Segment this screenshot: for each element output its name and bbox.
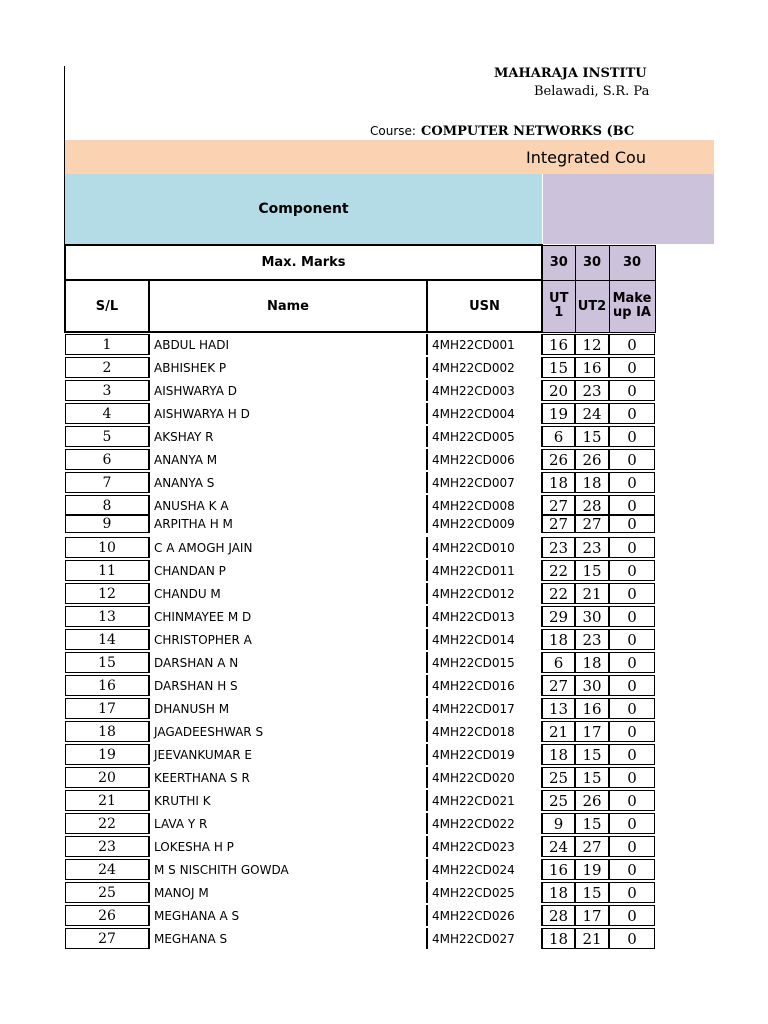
row-makeup: 0 bbox=[609, 928, 655, 949]
row-ut2: 15 bbox=[575, 813, 609, 834]
row-name: AISHWARYA H D bbox=[149, 403, 427, 424]
row-name: AISHWARYA D bbox=[149, 380, 427, 401]
row-makeup: 0 bbox=[609, 859, 655, 880]
row-usn: 4MH22CD005 bbox=[427, 426, 542, 447]
row-sl: 24 bbox=[65, 859, 149, 880]
row-sl: 2 bbox=[65, 357, 149, 378]
component-marks-header bbox=[543, 174, 714, 244]
row-ut2: 19 bbox=[575, 859, 609, 880]
row-makeup: 0 bbox=[609, 537, 655, 558]
row-ut1: 21 bbox=[542, 721, 575, 742]
row-ut2: 30 bbox=[575, 675, 609, 696]
row-makeup: 0 bbox=[609, 698, 655, 719]
row-name: AKSHAY R bbox=[149, 426, 427, 447]
row-name: MANOJ M bbox=[149, 882, 427, 903]
row-ut2: 21 bbox=[575, 583, 609, 604]
table-row bbox=[0, 813, 660, 834]
row-usn: 4MH22CD024 bbox=[427, 859, 542, 880]
row-ut2: 15 bbox=[575, 426, 609, 447]
row-makeup: 0 bbox=[609, 813, 655, 834]
row-name: DHANUSH M bbox=[149, 698, 427, 719]
row-usn: 4MH22CD020 bbox=[427, 767, 542, 788]
row-ut2: 26 bbox=[575, 449, 609, 470]
row-ut1: 18 bbox=[542, 629, 575, 650]
table-row bbox=[0, 698, 660, 719]
table-row bbox=[0, 606, 660, 627]
row-makeup: 0 bbox=[609, 767, 655, 788]
row-makeup: 0 bbox=[609, 472, 655, 493]
row-makeup: 0 bbox=[609, 675, 655, 696]
table-row bbox=[0, 472, 660, 493]
component-label: Component bbox=[258, 201, 349, 217]
row-usn: 4MH22CD009 bbox=[427, 514, 542, 533]
row-usn: 4MH22CD023 bbox=[427, 836, 542, 857]
row-name: CHANDU M bbox=[149, 583, 427, 604]
row-name: ANANYA M bbox=[149, 449, 427, 470]
row-usn: 4MH22CD018 bbox=[427, 721, 542, 742]
row-usn: 4MH22CD022 bbox=[427, 813, 542, 834]
row-ut2: 16 bbox=[575, 357, 609, 378]
row-usn: 4MH22CD010 bbox=[427, 537, 542, 558]
table-row bbox=[0, 560, 660, 581]
row-sl: 13 bbox=[65, 606, 149, 627]
row-ut2: 15 bbox=[575, 767, 609, 788]
max-marks-makeup: 30 bbox=[609, 245, 655, 280]
row-makeup: 0 bbox=[609, 583, 655, 604]
row-makeup: 0 bbox=[609, 514, 655, 533]
row-makeup: 0 bbox=[609, 905, 655, 926]
row-ut1: 26 bbox=[542, 449, 575, 470]
table-row bbox=[0, 882, 660, 903]
row-sl: 17 bbox=[65, 698, 149, 719]
table-row bbox=[0, 790, 660, 811]
row-ut1: 25 bbox=[542, 790, 575, 811]
row-ut2: 17 bbox=[575, 721, 609, 742]
max-marks-ut1: 30 bbox=[542, 245, 575, 280]
row-ut1: 15 bbox=[542, 357, 575, 378]
row-sl: 25 bbox=[65, 882, 149, 903]
row-name: JEEVANKUMAR E bbox=[149, 744, 427, 765]
row-ut2: 23 bbox=[575, 537, 609, 558]
row-ut1: 29 bbox=[542, 606, 575, 627]
table-row bbox=[0, 583, 660, 604]
row-name: ARPITHA H M bbox=[149, 514, 427, 533]
row-usn: 4MH22CD004 bbox=[427, 403, 542, 424]
row-makeup: 0 bbox=[609, 357, 655, 378]
row-makeup: 0 bbox=[609, 629, 655, 650]
row-makeup: 0 bbox=[609, 334, 655, 355]
row-ut1: 18 bbox=[542, 472, 575, 493]
row-ut2: 16 bbox=[575, 698, 609, 719]
row-ut1: 9 bbox=[542, 813, 575, 834]
row-sl: 8 bbox=[65, 495, 149, 516]
row-ut2: 26 bbox=[575, 790, 609, 811]
header-makeup: Make up IA bbox=[609, 280, 655, 332]
row-name: ANANYA S bbox=[149, 472, 427, 493]
table-row bbox=[0, 652, 660, 673]
header-ut2: UT2 bbox=[575, 280, 609, 332]
max-marks-ut2: 30 bbox=[575, 245, 609, 280]
row-ut1: 18 bbox=[542, 928, 575, 949]
row-ut2: 23 bbox=[575, 380, 609, 401]
course-name: COMPUTER NETWORKS (BC bbox=[421, 124, 635, 139]
row-ut1: 25 bbox=[542, 767, 575, 788]
row-ut1: 23 bbox=[542, 537, 575, 558]
row-sl: 22 bbox=[65, 813, 149, 834]
row-ut2: 27 bbox=[575, 836, 609, 857]
table-row bbox=[0, 859, 660, 880]
row-usn: 4MH22CD012 bbox=[427, 583, 542, 604]
row-ut1: 18 bbox=[542, 744, 575, 765]
row-makeup: 0 bbox=[609, 606, 655, 627]
table-row bbox=[0, 629, 660, 650]
row-sl: 12 bbox=[65, 583, 149, 604]
row-makeup: 0 bbox=[609, 882, 655, 903]
max-marks-label: Max. Marks bbox=[65, 245, 542, 280]
row-ut2: 18 bbox=[575, 652, 609, 673]
header-name: Name bbox=[149, 280, 427, 332]
row-usn: 4MH22CD019 bbox=[427, 744, 542, 765]
course-label: Course: bbox=[370, 124, 416, 138]
table-row bbox=[0, 537, 660, 558]
row-sl: 23 bbox=[65, 836, 149, 857]
row-usn: 4MH22CD017 bbox=[427, 698, 542, 719]
row-name: JAGADEESHWAR S bbox=[149, 721, 427, 742]
row-sl: 1 bbox=[65, 334, 149, 355]
row-name: ANUSHA K A bbox=[149, 495, 427, 516]
row-ut1: 28 bbox=[542, 905, 575, 926]
header-ut1: UT 1 bbox=[542, 280, 575, 332]
table-row bbox=[0, 767, 660, 788]
row-usn: 4MH22CD011 bbox=[427, 560, 542, 581]
row-sl: 15 bbox=[65, 652, 149, 673]
row-usn: 4MH22CD016 bbox=[427, 675, 542, 696]
row-usn: 4MH22CD001 bbox=[427, 334, 542, 355]
row-ut1: 19 bbox=[542, 403, 575, 424]
row-makeup: 0 bbox=[609, 836, 655, 857]
row-ut2: 15 bbox=[575, 882, 609, 903]
row-ut2: 15 bbox=[575, 560, 609, 581]
table-row bbox=[0, 426, 660, 447]
row-ut1: 27 bbox=[542, 514, 575, 533]
table-row bbox=[0, 449, 660, 470]
row-usn: 4MH22CD006 bbox=[427, 449, 542, 470]
row-sl: 6 bbox=[65, 449, 149, 470]
row-sl: 27 bbox=[65, 928, 149, 949]
row-sl: 19 bbox=[65, 744, 149, 765]
row-name: ABHISHEK P bbox=[149, 357, 427, 378]
row-name: CHANDAN P bbox=[149, 560, 427, 581]
row-ut1: 16 bbox=[542, 859, 575, 880]
row-usn: 4MH22CD002 bbox=[427, 357, 542, 378]
row-ut1: 13 bbox=[542, 698, 575, 719]
row-usn: 4MH22CD027 bbox=[427, 928, 542, 949]
row-name: MEGHANA A S bbox=[149, 905, 427, 926]
row-makeup: 0 bbox=[609, 380, 655, 401]
row-name: LOKESHA H P bbox=[149, 836, 427, 857]
row-usn: 4MH22CD021 bbox=[427, 790, 542, 811]
row-sl: 4 bbox=[65, 403, 149, 424]
row-name: M S NISCHITH GOWDA bbox=[149, 859, 427, 880]
row-ut2: 17 bbox=[575, 905, 609, 926]
row-usn: 4MH22CD007 bbox=[427, 472, 542, 493]
row-name: C A AMOGH JAIN bbox=[149, 537, 427, 558]
row-sl: 21 bbox=[65, 790, 149, 811]
row-usn: 4MH22CD013 bbox=[427, 606, 542, 627]
row-ut2: 15 bbox=[575, 744, 609, 765]
row-sl: 5 bbox=[65, 426, 149, 447]
row-makeup: 0 bbox=[609, 495, 655, 516]
table-row bbox=[0, 403, 660, 424]
row-sl: 3 bbox=[65, 380, 149, 401]
row-ut1: 24 bbox=[542, 836, 575, 857]
table-row bbox=[0, 380, 660, 401]
row-ut2: 18 bbox=[575, 472, 609, 493]
table-row bbox=[0, 675, 660, 696]
table-row bbox=[0, 334, 660, 355]
column-header-table bbox=[64, 244, 656, 333]
header-sl: S/L bbox=[65, 280, 149, 332]
row-ut2: 28 bbox=[575, 495, 609, 516]
table-row bbox=[0, 721, 660, 742]
institute-name: MAHARAJA INSTITU bbox=[494, 66, 647, 81]
table-row bbox=[0, 928, 660, 949]
row-ut1: 16 bbox=[542, 334, 575, 355]
row-ut2: 12 bbox=[575, 334, 609, 355]
row-ut2: 27 bbox=[575, 514, 609, 533]
row-sl: 11 bbox=[65, 560, 149, 581]
table-row bbox=[0, 744, 660, 765]
row-sl: 10 bbox=[65, 537, 149, 558]
table-row bbox=[0, 495, 660, 516]
row-usn: 4MH22CD015 bbox=[427, 652, 542, 673]
row-ut1: 6 bbox=[542, 426, 575, 447]
row-name: CHRISTOPHER A bbox=[149, 629, 427, 650]
row-usn: 4MH22CD025 bbox=[427, 882, 542, 903]
row-usn: 4MH22CD026 bbox=[427, 905, 542, 926]
row-makeup: 0 bbox=[609, 449, 655, 470]
row-ut1: 27 bbox=[542, 495, 575, 516]
row-ut2: 21 bbox=[575, 928, 609, 949]
row-ut2: 30 bbox=[575, 606, 609, 627]
row-sl: 26 bbox=[65, 905, 149, 926]
course-line bbox=[370, 120, 634, 139]
row-makeup: 0 bbox=[609, 744, 655, 765]
row-ut1: 18 bbox=[542, 882, 575, 903]
row-ut1: 6 bbox=[542, 652, 575, 673]
row-name: DARSHAN H S bbox=[149, 675, 427, 696]
row-makeup: 0 bbox=[609, 403, 655, 424]
table-row bbox=[0, 357, 660, 378]
row-sl: 7 bbox=[65, 472, 149, 493]
table-row bbox=[0, 514, 660, 533]
row-makeup: 0 bbox=[609, 560, 655, 581]
row-ut1: 27 bbox=[542, 675, 575, 696]
table-row bbox=[0, 905, 660, 926]
row-ut1: 22 bbox=[542, 560, 575, 581]
row-sl: 9 bbox=[65, 514, 149, 533]
row-usn: 4MH22CD003 bbox=[427, 380, 542, 401]
row-sl: 20 bbox=[65, 767, 149, 788]
row-name: DARSHAN A N bbox=[149, 652, 427, 673]
row-makeup: 0 bbox=[609, 721, 655, 742]
row-usn: 4MH22CD008 bbox=[427, 495, 542, 516]
row-makeup: 0 bbox=[609, 426, 655, 447]
row-name: LAVA Y R bbox=[149, 813, 427, 834]
row-name: CHINMAYEE M D bbox=[149, 606, 427, 627]
row-sl: 16 bbox=[65, 675, 149, 696]
table-row bbox=[0, 836, 660, 857]
row-ut2: 24 bbox=[575, 403, 609, 424]
band-title: Integrated Cou bbox=[526, 148, 646, 167]
header-usn: USN bbox=[427, 280, 542, 332]
institute-address: Belawadi, S.R. Pa bbox=[534, 84, 650, 99]
row-ut2: 23 bbox=[575, 629, 609, 650]
row-makeup: 0 bbox=[609, 652, 655, 673]
row-name: KRUTHI K bbox=[149, 790, 427, 811]
row-usn: 4MH22CD014 bbox=[427, 629, 542, 650]
row-sl: 18 bbox=[65, 721, 149, 742]
row-name: KEERTHANA S R bbox=[149, 767, 427, 788]
row-sl: 14 bbox=[65, 629, 149, 650]
row-ut1: 20 bbox=[542, 380, 575, 401]
row-name: MEGHANA S bbox=[149, 928, 427, 949]
row-name: ABDUL HADI bbox=[149, 334, 427, 355]
row-ut1: 22 bbox=[542, 583, 575, 604]
row-makeup: 0 bbox=[609, 790, 655, 811]
